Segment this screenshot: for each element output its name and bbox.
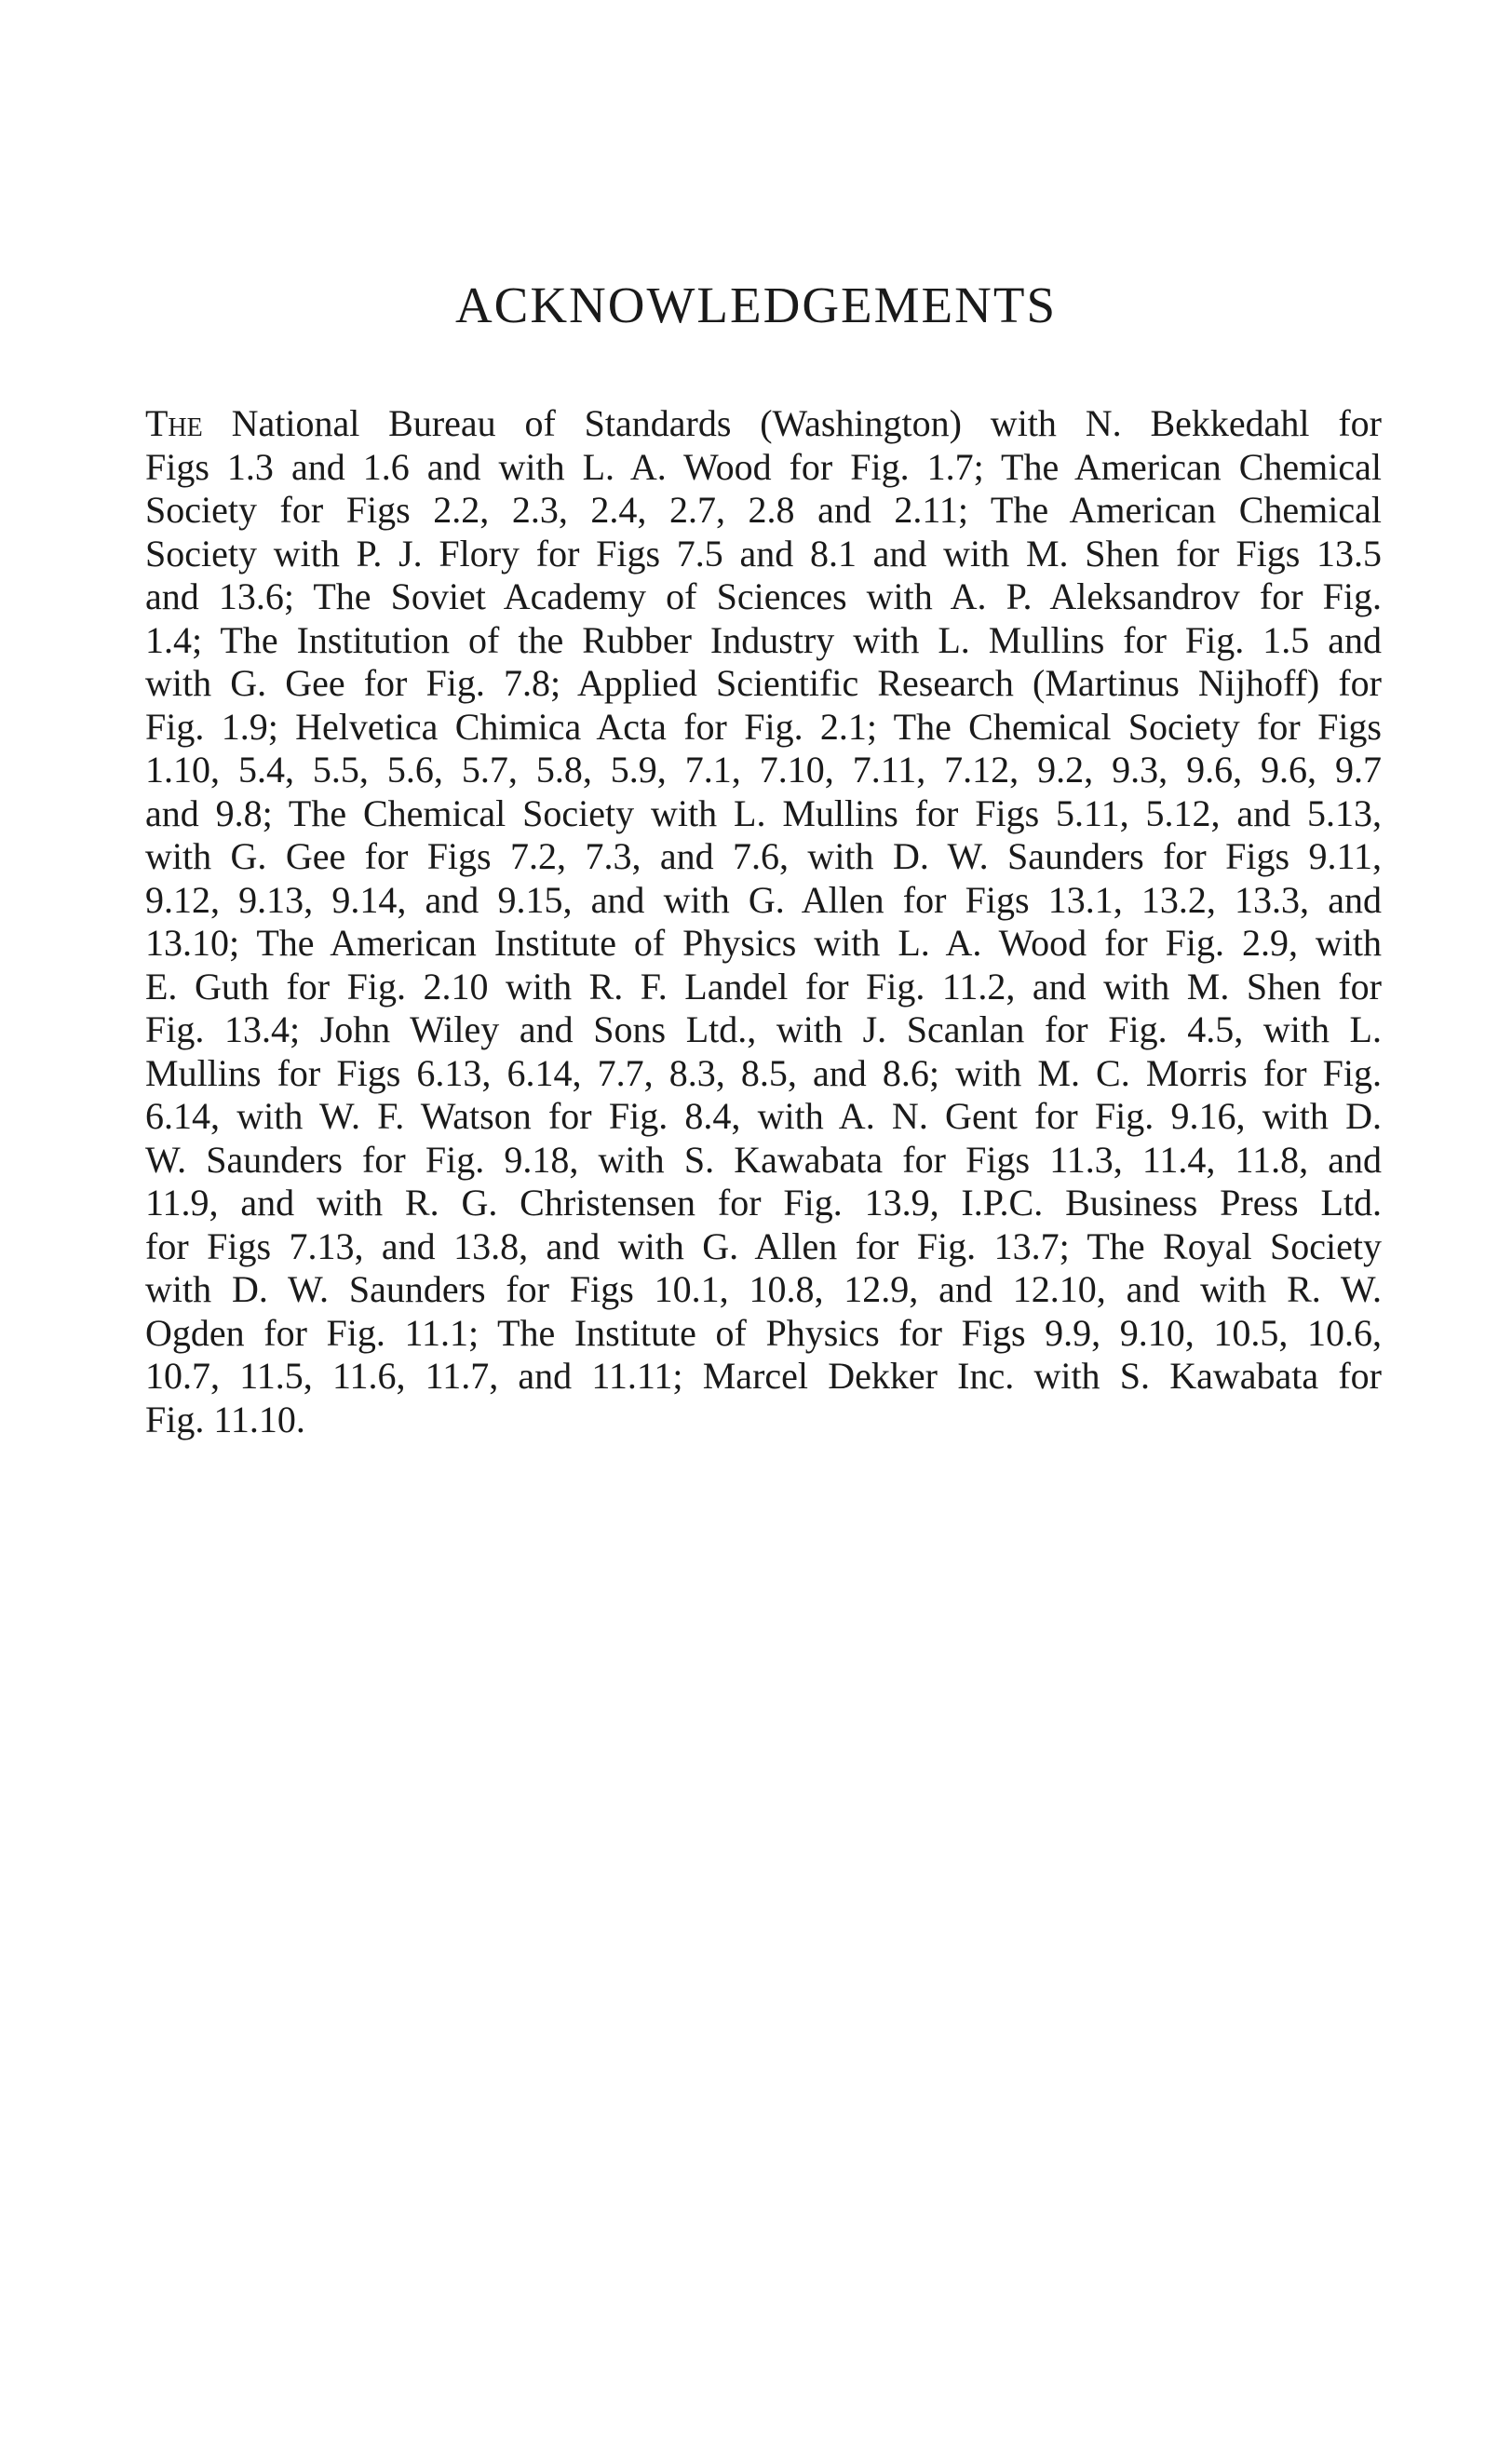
paragraph-line: 13.10; The American Institute of Physics with L. A. Wood for Fig. 2.9, with <box>145 922 1382 964</box>
paragraph-line: with D. W. Saunders for Figs 10.1, 10.8, 12.9, and 12.10, and with R. W. <box>145 1268 1382 1310</box>
page-title: ACKNOWLEDGEMENTS <box>454 277 1058 333</box>
paragraph-line: with G. Gee for Figs 7.2, 7.3, and 7.6, with D. W. Saunders for Figs 9.11, <box>145 835 1382 877</box>
paragraph-line: 6.14, with W. F. Watson for Fig. 8.4, with A. N. Gent for Fig. 9.16, with D. <box>145 1095 1382 1137</box>
paragraph-line: Fig. 11.10. <box>145 1398 305 1440</box>
paragraph-line: 1.4; The Institution of the Rubber Industry with L. Mullins for Fig. 1.5 and <box>145 618 1382 661</box>
paragraph-line: 1.10, 5.4, 5.5, 5.6, 5.7, 5.8, 5.9, 7.1, 7.10, 7.11, 7.12, 9.2, 9.3, 9.6, 9.6, 9.7 <box>145 749 1382 791</box>
paragraph-line: 10.7, 11.5, 11.6, 11.7, and 11.11; Marcel Dekker Inc. with S. Kawabata for <box>145 1355 1382 1397</box>
paragraph-line: Mullins for Figs 6.13, 6.14, 7.7, 8.3, 8.5, and 8.6; with M. C. Morris for Fig. <box>145 1051 1382 1094</box>
paragraph-line: Figs 1.3 and 1.6 and with L. A. Wood for Fig. 1.7; The American Chemical <box>145 445 1382 488</box>
lead-word: The <box>145 402 203 444</box>
acknowledgements-paragraph <box>145 402 1382 1441</box>
paragraph-line: and 13.6; The Soviet Academy of Sciences with A. P. Aleksandrov for Fig. <box>145 575 1382 617</box>
paragraph-line: Society for Figs 2.2, 2.3, 2.4, 2.7, 2.8 and 2.11; The American Chemical <box>145 489 1382 531</box>
paragraph-line: 11.9, and with R. G. Christensen for Fig. 13.9, I.P.C. Business Press Ltd. <box>145 1182 1382 1224</box>
paragraph-line: Fig. 13.4; John Wiley and Sons Ltd., with J. Scanlan for Fig. 4.5, with L. <box>145 1008 1382 1050</box>
paragraph-line: and 9.8; The Chemical Society with L. Mullins for Figs 5.11, 5.12, and 5.13, <box>145 791 1382 834</box>
paragraph-line: Society with P. J. Flory for Figs 7.5 and 8.1 and with M. Shen for Figs 13.5 <box>145 532 1382 575</box>
paragraph-line: Fig. 1.9; Helvetica Chimica Acta for Fig. 2.1; The Chemical Society for Figs <box>145 705 1382 748</box>
paragraph-line: for Figs 7.13, and 13.8, and with G. Allen for Fig. 13.7; The Royal Society <box>145 1224 1382 1267</box>
paragraph-line: W. Saunders for Fig. 9.18, with S. Kawabata for Figs 11.3, 11.4, 11.8, and <box>145 1138 1382 1181</box>
paragraph-line: E. Guth for Fig. 2.10 with R. F. Landel for Fig. 11.2, and with M. Shen for <box>145 965 1382 1007</box>
paragraph-line: The National Bureau of Standards (Washington) with N. Bekkedahl for <box>145 402 1382 444</box>
paragraph-line: Ogden for Fig. 11.1; The Institute of Physics for Figs 9.9, 9.10, 10.5, 10.6, <box>145 1311 1382 1354</box>
paragraph-line: 9.12, 9.13, 9.14, and 9.15, and with G. Allen for Figs 13.1, 13.2, 13.3, and <box>145 878 1382 921</box>
paragraph-line: with G. Gee for Fig. 7.8; Applied Scientific Research (Martinus Nijhoff) for <box>145 662 1382 704</box>
